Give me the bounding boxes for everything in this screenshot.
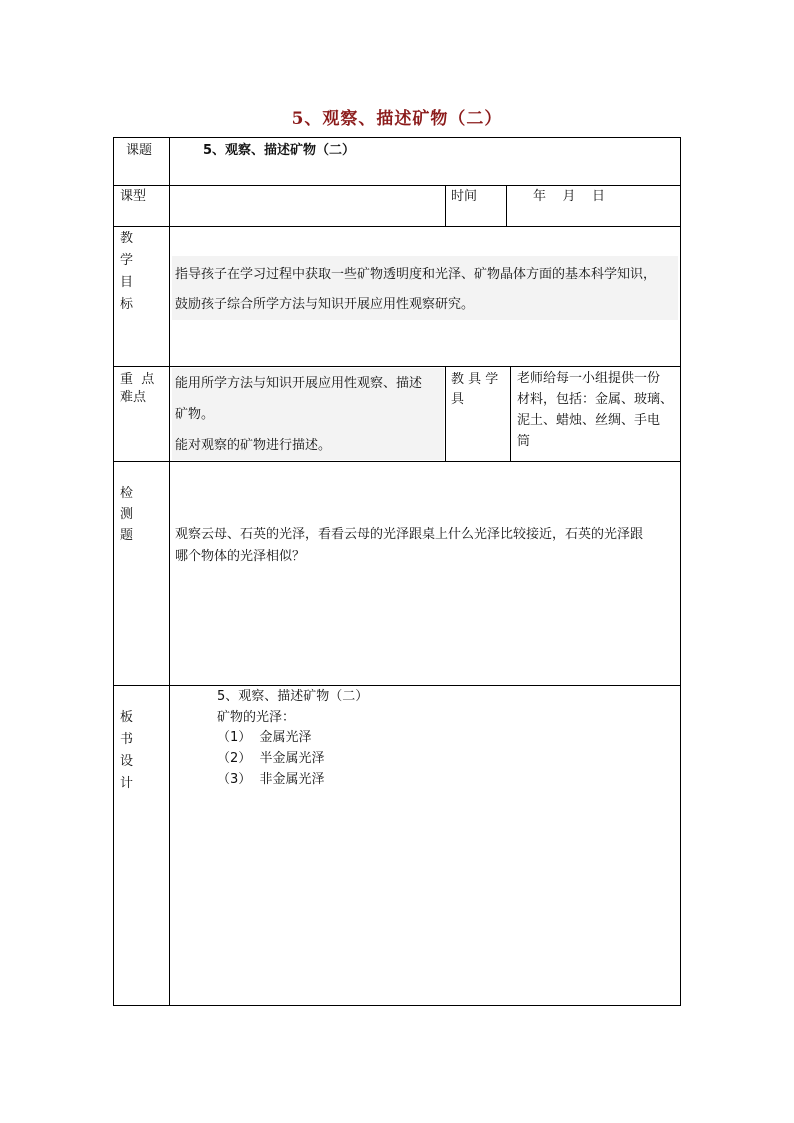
board-label-char: 设 xyxy=(120,754,134,769)
topic-value: 5、观察、描述矿物（二） xyxy=(203,143,356,158)
materials-label-1: 教 具 学 xyxy=(451,372,499,387)
objectives-label-char: 教 xyxy=(120,231,134,246)
keypoints-label-2: 难点 xyxy=(120,390,147,405)
board-label-char: 书 xyxy=(120,732,134,747)
keypoints-label-1: 重 点 xyxy=(120,372,155,387)
materials-line-3: 泥土、蜡烛、丝绸、手电 xyxy=(517,413,661,428)
objectives-label-char: 标 xyxy=(120,297,134,312)
board-label xyxy=(120,707,140,795)
keypoints-line-1: 能用所学方法与知识开展应用性观察、描述 xyxy=(175,376,423,391)
time-label: 时间 xyxy=(451,189,478,204)
objectives-label-char: 学 xyxy=(120,253,134,268)
page-title: 5、观察、描述矿物（二） xyxy=(291,109,503,129)
board-label-char: 板 xyxy=(120,710,134,725)
test-label-char: 检 xyxy=(120,486,134,501)
board-item-1: （1） 金属光泽 xyxy=(217,730,312,745)
materials-line-1: 老师给每一小组提供一份 xyxy=(517,371,661,386)
materials-line-4: 筒 xyxy=(517,434,531,449)
topic-label: 课题 xyxy=(126,143,153,158)
objectives-label xyxy=(120,228,140,316)
type-label: 课型 xyxy=(120,189,147,204)
board-heading: 5、观察、描述矿物（二） xyxy=(217,689,369,704)
test-label xyxy=(120,483,140,546)
test-value-cell xyxy=(169,461,681,686)
board-subheading: 矿物的光泽： xyxy=(217,710,296,725)
board-label-char: 计 xyxy=(120,776,134,791)
test-label-char: 测 xyxy=(120,507,134,522)
date-format: 年 月 日 xyxy=(533,189,606,204)
test-line-1: 观察云母、石英的光泽，看看云母的光泽跟桌上什么光泽比较接近，石英的光泽跟 xyxy=(175,527,644,542)
board-item-2: （2） 半金属光泽 xyxy=(217,751,325,766)
objectives-label-char: 目 xyxy=(120,275,134,290)
type-value-cell[interactable] xyxy=(169,185,446,227)
test-line-2: 哪个物体的光泽相似？ xyxy=(175,549,306,564)
materials-label-2: 具 xyxy=(451,392,465,407)
materials-line-2: 材料，包括：金属、玻璃、 xyxy=(517,392,674,407)
objectives-line-2: 鼓励孩子综合所学方法与知识开展应用性观察研究。 xyxy=(175,297,475,312)
test-label-char: 题 xyxy=(120,528,134,543)
board-item-3: （3） 非金属光泽 xyxy=(217,772,325,787)
keypoints-line-3: 能对观察的矿物进行描述。 xyxy=(175,438,332,453)
keypoints-line-2: 矿物。 xyxy=(175,407,215,422)
objectives-line-1: 指导孩子在学习过程中获取一些矿物透明度和光泽、矿物晶体方面的基本科学知识， xyxy=(175,267,657,282)
